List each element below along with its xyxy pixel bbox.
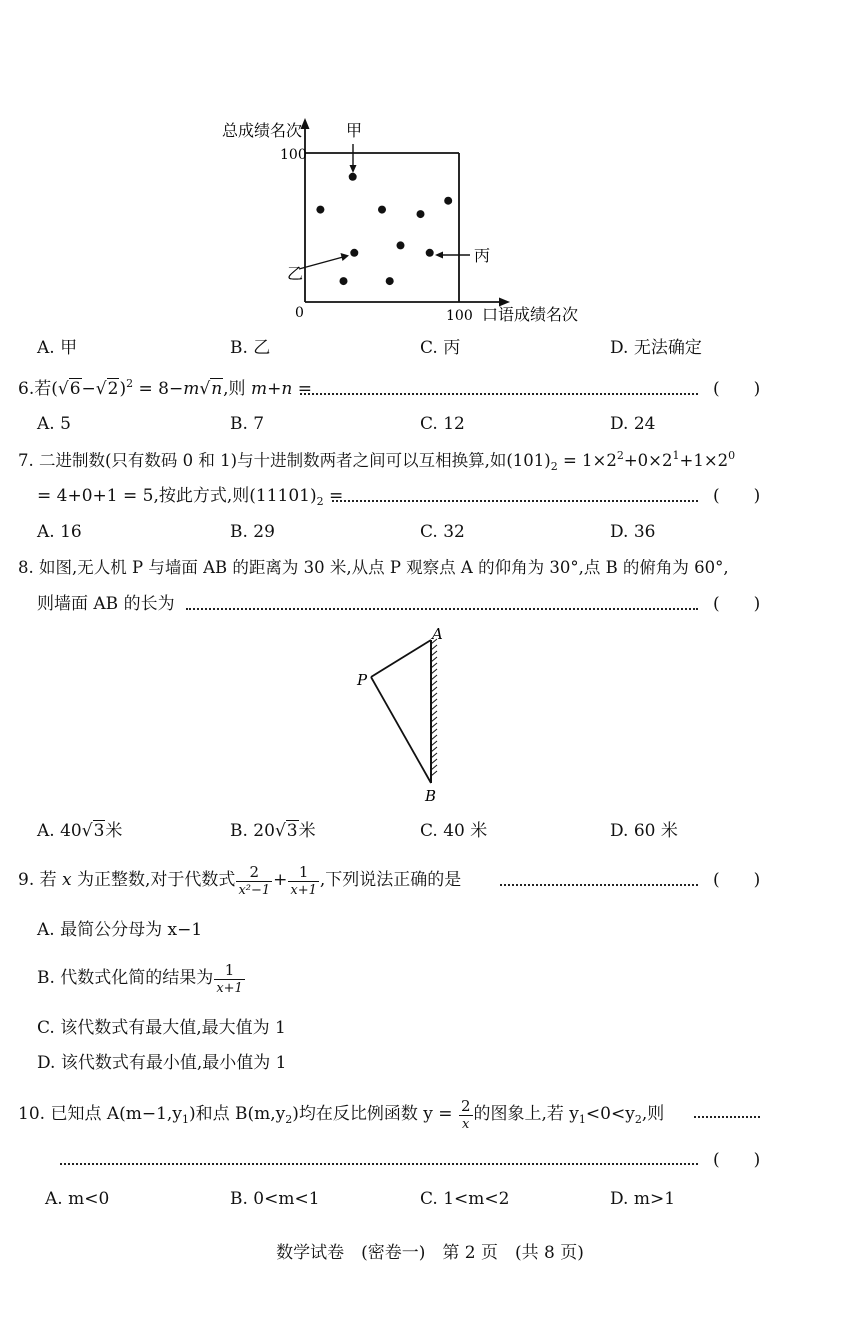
q7-line-2 [37,486,343,506]
q8-opt-b-unit: 米 [298,821,316,841]
annotation-yi [287,253,349,283]
q10-answer-blank[interactable]: ( ) [713,1150,761,1170]
annotation-yi-arrowhead [341,253,350,261]
page-footer: 数学试卷 (密卷一) 第 2 页 (共 8 页) [276,1243,584,1263]
q6-equals: = 8− [133,379,184,399]
q10-sub-3: 1 [578,1113,586,1126]
q9-f2-denominator: x+1 [290,882,317,898]
q6-number: 6. [18,379,35,399]
q8-opt-b-pre: B. 20 [230,821,275,841]
q7-leader-dots [332,500,698,502]
q6-text-3: = [292,379,312,399]
q7-text-1a: 7. 二进制数(只有数码 0 和 1)与十进制数两者之间可以互相换算,如(101) [18,451,551,470]
q6-radicand-6: 6 [69,379,81,399]
q10-sub-2: 2 [285,1113,293,1126]
q9-f2-numerator: 1 [288,863,319,882]
q7-text-1c: +0×2 [623,451,673,470]
q6-option-b[interactable]: B. 7 [230,414,265,434]
q10-text-6: ,则 [641,1104,665,1124]
segment-pa [371,640,431,677]
y-tick-100: 100 [280,147,307,163]
q9-text-3: ,下列说法正确的是 [319,870,462,890]
q5-option-c[interactable]: C. 丙 [420,338,461,358]
scatter-chart [0,0,860,340]
q9-option-b[interactable] [37,958,246,998]
q7-exp-0: 0 [728,449,736,462]
q9-opt-b-denominator: x+1 [216,980,243,996]
annotation-yi-label: 乙 [287,264,304,283]
q9-fraction-2 [288,863,319,899]
q5-option-a[interactable]: A. 甲 [37,338,78,358]
q6-answer-blank[interactable]: ( ) [713,379,761,399]
q8-opt-a-radicand: 3 [93,821,105,841]
q7-text-1b: = 1×2 [557,451,617,470]
q9-plus: + [273,870,288,890]
q10-numerator: 2 [460,1096,471,1115]
q7-option-c[interactable]: C. 32 [420,522,465,542]
scatter-point-6 [397,241,405,249]
q8-opt-a-unit: 米 [105,821,123,841]
annotation-jia-label: 甲 [346,121,363,140]
q7-answer-blank[interactable]: ( ) [713,486,761,506]
x-tick-0: 0 [295,305,304,321]
q10-option-d[interactable]: D. m>1 [610,1189,676,1209]
q10-sub-1: 1 [181,1113,189,1126]
q6-m-plus-n: m+n [250,379,293,399]
q7-text-2b: = [323,486,344,506]
q7-line-1 [18,451,735,471]
q6-option-c[interactable]: C. 12 [420,414,465,434]
label-b: B [425,787,437,805]
q10-text-3: )均在反比例函数 y = [292,1104,458,1124]
q9-opt-b-fraction [214,961,245,997]
q8-option-d[interactable]: D. 60 米 [610,821,678,841]
q8-answer-blank[interactable]: ( ) [713,594,761,614]
q8-option-a[interactable]: A. 40√3米 [37,821,123,841]
x-tick-100: 100 [446,308,473,324]
q10-text-4: 的图象上,若 y [473,1104,579,1124]
scatter-point-10 [386,277,394,285]
scatter-point-7 [350,249,358,257]
q5-option-b[interactable]: B. 乙 [230,338,271,358]
q7-base-sub: 2 [550,460,558,473]
q8-figure [340,620,470,810]
q7-option-a[interactable]: A. 16 [37,522,82,542]
q10-leader-dots-2 [60,1163,698,1165]
q9-option-c[interactable]: C. 该代数式有最大值,最大值为 1 [37,1018,286,1038]
q9-fraction-1 [236,863,272,899]
q6-option-a[interactable]: A. 5 [37,414,71,434]
q6-radicand-2: 2 [107,379,119,399]
q6-text-1: 若( [34,379,58,399]
q8-line-1: 8. 如图,无人机 P 与墙面 AB 的距离为 30 米,从点 P 观察点 A 的仰角为 30°,点 B 的俯角为 60°, [18,558,729,577]
scatter-point-8 [426,249,434,257]
q6-text-2: ,则 [223,379,251,399]
scatter-point-3 [378,206,386,214]
scatter-point-4 [417,210,425,218]
q9-f1-denominator: x²−1 [238,882,271,898]
chart-axes [301,118,511,307]
annotation-jia-arrowhead [350,165,357,173]
q10-stem [18,1094,664,1134]
q6-close-paren: ) [119,379,127,399]
q10-denominator: x [462,1116,470,1132]
q9-text-2: 为正整数,对于代数式 [71,870,236,890]
q6-radicand-n: n [211,379,223,399]
q8-leader-dots [186,608,698,610]
q10-leader-dots-1 [694,1116,760,1118]
q6-minus: − [81,379,96,399]
q7-text-1d: +1×2 [679,451,729,470]
q9-var-x: x [62,870,72,890]
q8-option-b[interactable]: B. 20√3米 [230,821,316,841]
y-axis-label: 总成绩名次 [222,121,303,140]
q10-option-c[interactable]: C. 1<m<2 [420,1189,510,1209]
q8-opt-a-pre: A. 40 [37,821,82,841]
q7-exp-2: 2 [616,449,624,462]
q7-base-sub-2: 2 [316,495,324,508]
q9-answer-blank[interactable]: ( ) [713,870,761,890]
q10-sub-4: 2 [634,1113,642,1126]
q6-var-m: m [183,379,200,399]
q5-option-d[interactable]: D. 无法确定 [610,338,702,358]
label-p: P [357,671,368,689]
q10-text-1: 10. 已知点 A(m−1,y [18,1104,182,1124]
scatter-point-9 [340,277,348,285]
q6-option-d[interactable]: D. 24 [610,414,656,434]
q8-line-2: 则墙面 AB 的长为 [37,594,175,614]
annotation-bing-label: 丙 [474,246,491,265]
q9-f1-numerator: 2 [236,863,272,882]
q9-opt-b-numerator: 1 [214,961,245,980]
q9-option-d[interactable]: D. 该代数式有最小值,最小值为 1 [37,1053,287,1073]
q6-stem: 6.若$(√6-√2)^2 = 8-m√n$,则 m+n = [18,377,312,399]
x-axis-label: 口语成绩名次 [482,305,579,324]
q7-text-2a: = 4+0+1 = 5,按此方式,则(11101) [37,486,317,506]
annotation-bing [435,246,490,265]
q9-text-1: 9. 若 [18,870,63,890]
annotation-bing-arrowhead [435,252,443,259]
q10-text-2: )和点 B(m,y [188,1104,286,1124]
q7-exp-1: 1 [672,449,680,462]
label-a: A [432,625,443,643]
q9-leader-dots [500,884,698,886]
chart-points [316,173,452,285]
scatter-point-2 [316,206,324,214]
annotation-jia [346,121,362,173]
scatter-point-5 [444,197,452,205]
q8-opt-b-radicand: 3 [286,821,298,841]
q9-stem [18,862,461,899]
q6-leader-dots [300,393,698,395]
q10-option-b[interactable]: B. 0<m<1 [230,1189,320,1209]
segment-pb [371,677,431,783]
q9-opt-b-text: B. 代数式化简的结果为 [37,968,214,988]
q6-square: 2 [126,377,134,390]
q9-option-a[interactable]: A. 最简公分母为 x−1 [37,920,203,940]
q8-option-c[interactable]: C. 40 米 [420,821,488,841]
q10-fraction [459,1097,473,1133]
q10-option-a[interactable]: A. m<0 [45,1189,110,1209]
scatter-point-1 [349,173,357,181]
q7-option-d[interactable]: D. 36 [610,522,656,542]
q10-text-5: <0<y [585,1104,635,1124]
q7-option-b[interactable]: B. 29 [230,522,275,542]
